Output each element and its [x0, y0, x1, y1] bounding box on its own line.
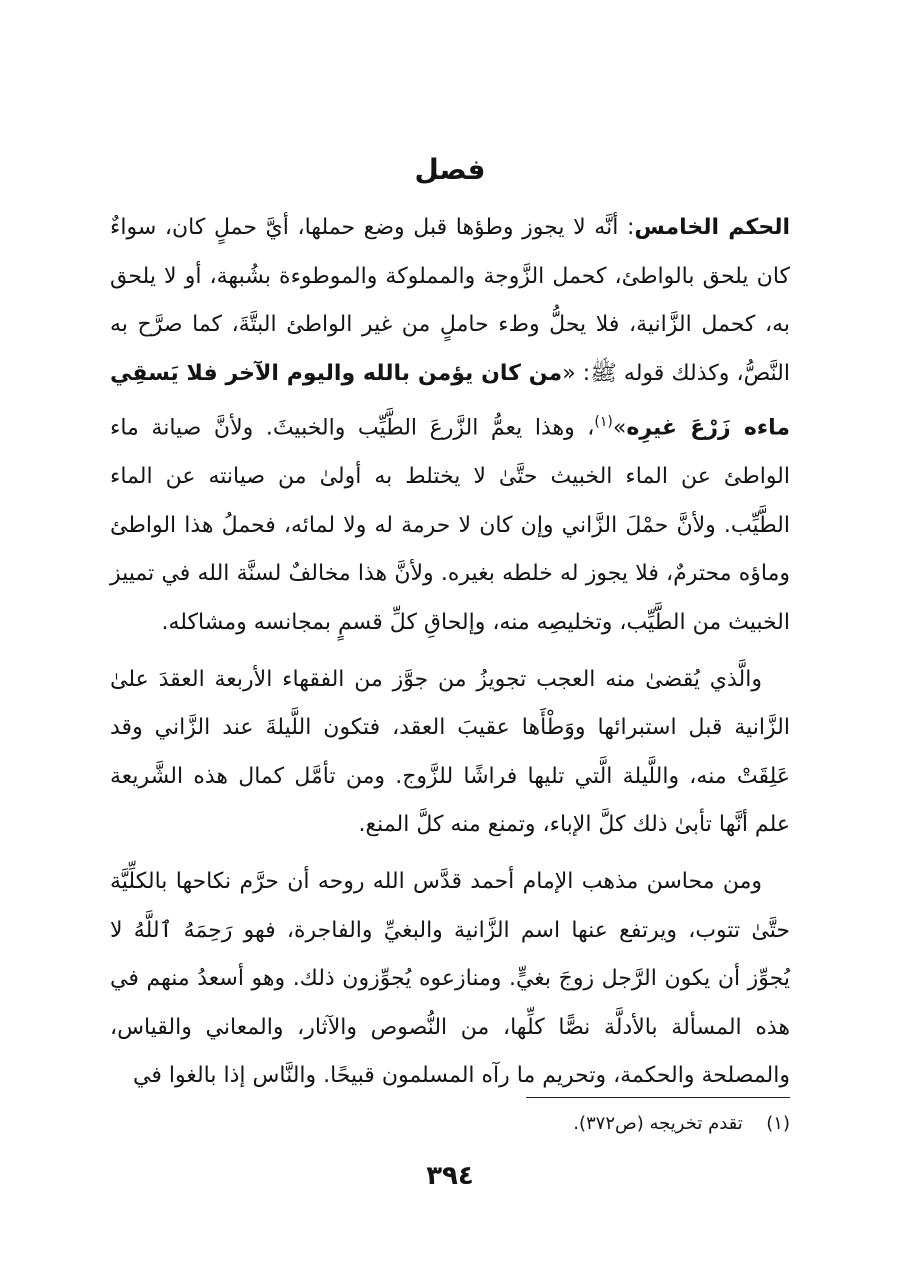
paragraph-1 [110, 204, 790, 648]
paragraph-1-quote-close: » [612, 415, 627, 441]
footnote-divider [526, 1097, 790, 1098]
ruling-heading: الحكم الخامس [634, 215, 790, 240]
paragraph-2: والَّذي يُقضىٰ منه العجب تجويزُ من جوَّز من الفقهاء الأربعة العقدَ علىٰ الزَّانية قبل استبرائها ووَطْأَها عقيبَ العقد، فتكون اللَّيلةَ عند الزَّاني وقد عَلِقَتْ منه، واللَّيلة الَّتي تليها فراشًا للزَّوج. ومن تأمَّل كمال هذه الشَّريعة علم أنَّها تأبىٰ ذلك كلَّ الإباء، وتمنع منه كلَّ المنع. [110, 666, 790, 838]
footnote-number: (١) [766, 1113, 790, 1134]
paragraph-3: ومن محاسن مذهب الإمام أحمد قدَّس الله روحه أن حرَّم نكاحها بالكلِّيَّة حتَّىٰ تتوب، ويرتفع عنها اسم الزَّانية والبغيِّ والفاجرة، فهو رَحِمَهُ ٱللَّهُ لا يُجوِّز أن يكون الرَّجل زوجَ بغيٍّ. ومنازعوه يُجوِّزون ذلك. وهو أسعدُ منهم في هذه المسألة بالأدلَّة نصًّا كلِّها، من النُّصوص والآثار، والمعاني والقياس، والمصلحة والحكمة، وتحريم ما رآه المسلمون قبيحًا. والنَّاس إذا بالغوا في [110, 869, 790, 1089]
footnote-text: تقدم تخريجه (ص٣٧٢). [573, 1113, 743, 1134]
section-title: فصل [414, 153, 486, 186]
footnote [110, 1110, 790, 1138]
footnote-reference[interactable]: (١) [594, 414, 613, 431]
paragraph-1-text-a: : أنَّه لا يجوز وطؤها قبل وضع حملها، أيَّ حملٍ كان، سواءٌ كان يلحق بالواطئ، كحمل الزَّوجة والمملوكة والموطوءة بشُبهة، أو لا يلحق به، كحمل الزَّانية، فلا يحلُّ وطء حاملٍ من غير الواطئ البتَّةَ، كما صرَّح به النَّصُّ، وكذلك قوله ﷺ: « [110, 215, 790, 386]
page-body [110, 150, 790, 1109]
page-number: ٣٩٤ [426, 1161, 474, 1191]
hadith-quote: من كان يؤمن بالله واليوم الآخر فلا يَسقِي ماءه زَرْعَ غيرِه [110, 360, 791, 441]
paragraph-1-text-b: ، وهذا يعمُّ الزَّرعَ الطَّيِّب والخبيثَ. ولأنَّ صيانة ماء الواطئ عن الماء الخبيث حتَّىٰ لا يختلط به أولىٰ من صيانته عن الماء الطَّيِّب. ولأنَّ حمْلَ الزَّاني وإن كان لا حرمة له ولا لمائه، فحملُ هذا الواطئ وماؤه محترمٌ، فلا يجوز له خلطه بغيره. ولأنَّ هذا مخالفٌ لسنَّة الله في تمييز الخبيث من الطَّيِّب، وتخليصِه منه، وإلحاقِ كلِّ قسمٍ بمجانسه ومشاكله. [110, 415, 790, 636]
